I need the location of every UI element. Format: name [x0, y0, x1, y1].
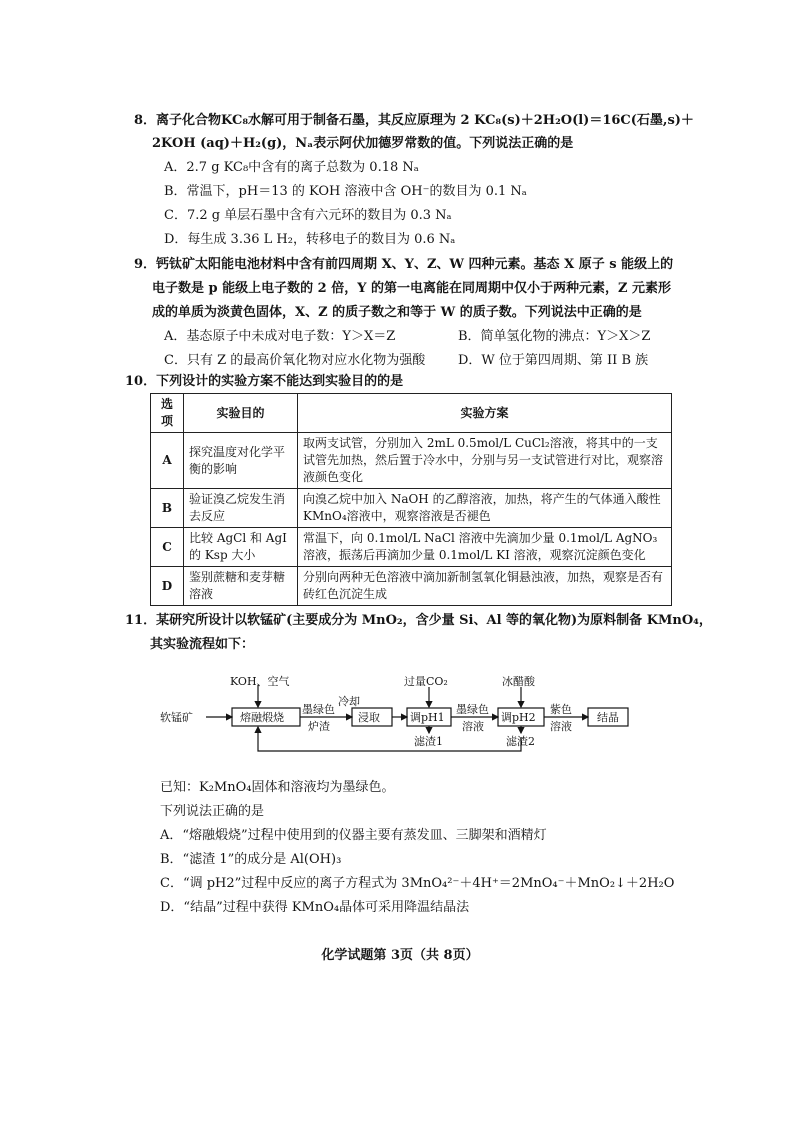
- q9-option-d: D．W 位于第四周期、第 II B 族: [458, 353, 649, 368]
- q11-stem-line2: 其实验流程如下：: [150, 637, 255, 652]
- flow-filter1: 滤渣1: [414, 735, 443, 748]
- flow-mid2a: 墨绿色: [456, 703, 489, 716]
- q9-stem-line3: 成的单质为淡黄色固体，X、Z 的质子数之和等于 W 的质子数。下列说法中正确的是: [152, 305, 642, 320]
- q11-option-d: D．“结晶”过程中获得 KMnO₄晶体可采用降温结晶法: [160, 900, 470, 915]
- q8-option-d: D．每生成 3.36 L H₂，转移电子的数目为 0.6 Nₐ: [164, 232, 456, 247]
- header-plan: 实验方案: [298, 394, 672, 433]
- row-option: B: [151, 489, 184, 528]
- flow-step1: 熔融煅烧: [240, 711, 284, 724]
- row-aim: 鉴别蔗糖和麦芽糖溶液: [184, 567, 298, 606]
- row-plan: 向溴乙烷中加入 NaOH 的乙醇溶液，加热，将产生的气体通入酸性 KMnO₄溶液中，观察溶液是否褪色: [298, 489, 672, 528]
- q9-stem-line2: 电子数是 p 能级上电子数的 2 倍，Y 的第一电离能在同周期中仅小于两种元素，Z 元素形: [152, 281, 672, 296]
- row-option: D: [151, 567, 184, 606]
- row-plan: 分别向两种无色溶液中滴加新制氢氧化铜悬浊液，加热，观察是否有砖红色沉淀生成: [298, 567, 672, 606]
- q11-stem-line1: 11．某研究所设计以软锰矿(主要成分为 MnO₂，含少量 Si、Al 等的氧化物)为原料制备 KMnO₄，: [125, 613, 712, 628]
- flow-mid1a: 墨绿色: [302, 703, 335, 716]
- flow-mid2b: 溶液: [462, 720, 484, 733]
- flow-mid1b: 炉渣: [308, 720, 330, 733]
- row-aim: 探究温度对化学平衡的影响: [184, 433, 298, 489]
- q11-option-a: A．“熔融煅烧”过程中使用到的仪器主要有蒸发皿、三脚架和酒精灯: [160, 828, 547, 843]
- q8-option-b: B．常温下，pH＝13 的 KOH 溶液中含 OH⁻的数目为 0.1 Nₐ: [164, 184, 527, 199]
- row-plan: 取两支试管，分别加入 2mL 0.5mol/L CuCl₂溶液，将其中的一支试管先加热，然后置于冷水中，分别与另一支试管进行对比，观察溶液颜色变化: [298, 433, 672, 489]
- q10-stem: 10．下列设计的实验方案不能达到实验目的的是: [125, 374, 404, 389]
- q8-option-a: A．2.7 g KC₈中含有的离子总数为 0.18 Nₐ: [164, 160, 419, 175]
- q11-option-b: B．“滤渣 1”的成分是 Al(OH)₃: [160, 852, 342, 867]
- flow-step3: 调pH1: [410, 711, 445, 724]
- row-option: C: [151, 528, 184, 567]
- flow-step2: 浸取: [358, 711, 380, 724]
- q11-flowchart: [160, 675, 640, 757]
- q11-option-c: C．“调 pH2”过程中反应的离子方程式为 3MnO₄²⁻＋4H⁺＝2MnO₄⁻＋MnO₂↓＋2H₂O: [160, 876, 675, 891]
- row-aim: 比较 AgCl 和 AgI 的 Ksp 大小: [184, 528, 298, 567]
- flow-cool: 冷却: [338, 695, 360, 708]
- page-footer: 化学试题第 3页（共 8页）: [321, 948, 479, 963]
- flow-filter2: 滤渣2: [506, 735, 535, 748]
- flow-step4: 调pH2: [501, 711, 536, 724]
- q9-option-b: B．简单氢化物的沸点：Y＞X＞Z: [458, 329, 651, 344]
- q10-experiment-table: [150, 393, 672, 606]
- q9-option-a: A．基态原子中未成对电子数：Y＞X＝Z: [164, 329, 396, 344]
- header-aim: 实验目的: [184, 394, 298, 433]
- row-option: A: [151, 433, 184, 489]
- flow-mid3a: 紫色: [550, 703, 572, 716]
- flow-reagent4: 冰醋酸: [502, 675, 535, 688]
- table-row: [151, 433, 672, 489]
- flow-step5: 结晶: [597, 711, 619, 724]
- q9-stem-line1: 9．钙钛矿太阳能电池材料中含有前四周期 X、Y、Z、W 四种元素。基态 X 原子 s 能级上的: [134, 257, 674, 272]
- q11-ask: 下列说法正确的是: [160, 804, 265, 819]
- table-row: [151, 567, 672, 606]
- table-row: [151, 528, 672, 567]
- flow-reagent1: KOH、空气: [230, 675, 290, 688]
- row-plan: 常温下，向 0.1mol/L NaCl 溶液中先滴加少量 0.1mol/L AgNO₃溶液，振荡后再滴加少量 0.1mol/L KI 溶液，观察沉淀颜色变化: [298, 528, 672, 567]
- q8-stem-line1: 8．离子化合物KC₈水解可用于制备石墨，其反应原理为 2 KC₈(s)＋2H₂O(l)＝16C(石墨,s)＋: [134, 113, 694, 128]
- flow-raw: 软锰矿: [160, 711, 193, 724]
- q8-option-c: C．7.2 g 单层石墨中含有六元环的数目为 0.3 Nₐ: [164, 208, 452, 223]
- table-row: [151, 489, 672, 528]
- q11-known: 已知：K₂MnO₄固体和溶液均为墨绿色。: [160, 780, 395, 795]
- flow-mid3b: 溶液: [550, 720, 572, 733]
- q8-stem-line2: 2KOH (aq)＋H₂(g)，Nₐ表示阿伏加德罗常数的值。下列说法正确的是: [152, 136, 574, 151]
- q9-option-c: C．只有 Z 的最高价氧化物对应水化物为强酸: [164, 353, 426, 368]
- header-option: 选项: [151, 394, 184, 433]
- flow-reagent3: 过量CO₂: [404, 675, 448, 688]
- row-aim: 验证溴乙烷发生消去反应: [184, 489, 298, 528]
- table-header-row: [151, 394, 672, 433]
